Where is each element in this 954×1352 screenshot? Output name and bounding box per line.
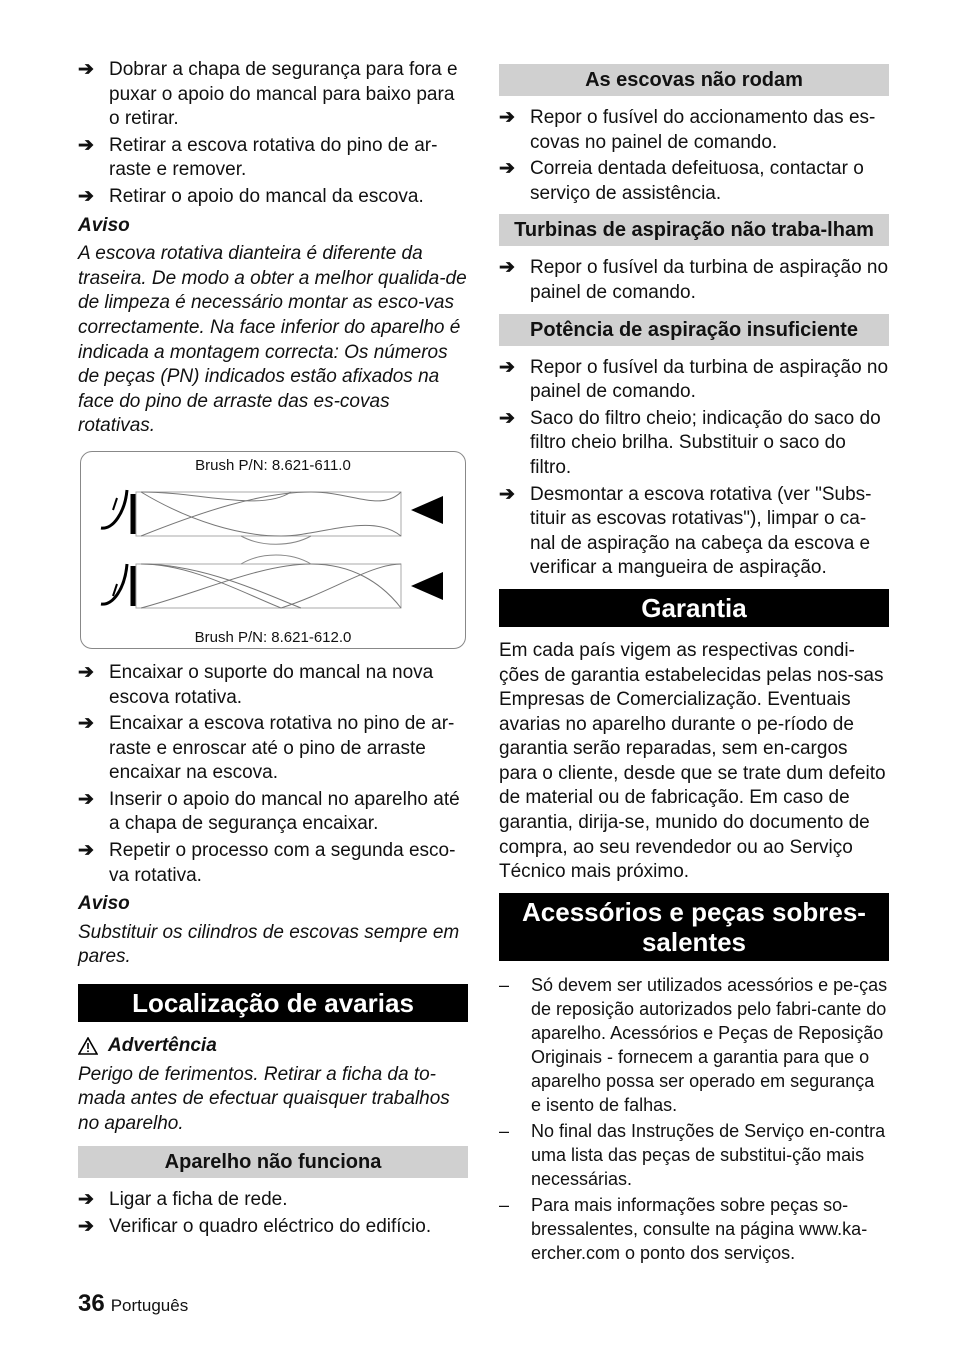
- arrow-right-icon: ➔: [499, 107, 515, 128]
- subsection-title: Turbinas de aspiração não traba-lham: [499, 214, 889, 246]
- brush-drawing: [81, 452, 465, 648]
- list-item: ➔ Repor o fusível da turbina de aspiração no painel de comando.: [499, 257, 889, 303]
- left-column: [78, 58, 468, 1242]
- arrow-left-icon: [411, 572, 443, 600]
- list-item: ➔ Encaixar o suporte do mancal na nova escova rotativa.: [78, 661, 434, 708]
- warranty-text: Em cada país vigem as respectivas condi-ções de garantia estabelecidas pelas nos-sas Empresas de Comercialização. Eventuais avarias no aparelho durante o pe-ríodo de garantia serão reparadas, sem en-cargos para o cliente, desde que se trate dum defeito de material ou de fabricação. Em caso de garantia, dirija-se, munido do documento de compra, ao seu revendedor ou ao Serviço Técnico mais próximo.: [499, 639, 886, 883]
- section-title-warranty: Garantia: [499, 589, 889, 627]
- list-item: ➔ Repetir o processo com a segunda esco-va rotativa.: [78, 840, 456, 886]
- list-item: ➔ Verificar o quadro eléctrico do edifício.: [78, 1215, 468, 1240]
- arrow-right-icon: ➔: [78, 713, 94, 735]
- arrow-right-icon: ➔: [78, 840, 94, 862]
- note-title: Aviso: [78, 214, 130, 236]
- note-title: Aviso: [78, 893, 130, 915]
- warning-triangle-icon: [78, 1037, 98, 1055]
- page-number: 36: [78, 1290, 105, 1317]
- note-text: Substituir os cilindros de escovas sempre em pares.: [78, 921, 460, 968]
- list-item: ➔ Encaixar a escova rotativa no pino de ar-raste e enroscar até o pino de arraste encaixar na escova.: [78, 713, 455, 784]
- brush-rear-shape: [101, 555, 401, 608]
- steps-install-brush: [78, 661, 468, 888]
- list-item: ➔ Repor o fusível do accionamento das es-covas no painel de comando.: [499, 107, 876, 153]
- warning-title: Advertência: [78, 1034, 468, 1059]
- arrow-right-icon: ➔: [499, 483, 515, 505]
- arrow-right-icon: ➔: [78, 134, 94, 156]
- list-item: – No final das Instruções de Serviço en-contra uma lista das peças de substitui-ção mais necessárias.: [499, 1120, 886, 1189]
- arrow-right-icon: ➔: [499, 407, 515, 429]
- arrow-right-icon: ➔: [78, 788, 94, 810]
- subsection-title: Aparelho não funciona: [78, 1146, 468, 1178]
- warning-text: Perigo de ferimentos. Retirar a ficha da to-mada antes de efectuar quaisquer trabalhos no aparelho.: [78, 1063, 450, 1134]
- steps-remove-brush: [78, 58, 468, 210]
- arrow-right-icon: ➔: [78, 1189, 94, 1211]
- list-item: ➔ Retirar a escova rotativa do pino de ar-raste e remover.: [78, 134, 438, 181]
- arrow-right-icon: ➔: [499, 356, 515, 378]
- list-item: – Só devem ser utilizados acessórios e pe-ças de reposição autorizados pelo fabri-cante do aparelho. Acessórios e Peças de Reposição Originais - fornecem a garantia para que o aparelho possa ser operado em segurança e isento de falhas.: [499, 974, 888, 1115]
- section-title-troubleshooting: Localização de avarias: [78, 984, 468, 1022]
- list-item: ➔ Saco do filtro cheio; indicação do saco do filtro cheio brilha. Substituir o saco do filtro.: [499, 407, 881, 478]
- subsection-title: Potência de aspiração insuficiente: [499, 314, 889, 346]
- brush-front-shape: [101, 490, 401, 544]
- section-title-accessories: Acessórios e peças sobres-salentes: [499, 893, 889, 961]
- list-item: ➔ Inserir o apoio do mancal no aparelho até a chapa de segurança encaixar.: [78, 788, 460, 835]
- right-column: [499, 64, 889, 1267]
- note-text: A escova rotativa dianteira é diferente da traseira. De modo a obter a melhor qualida-de de limpeza é necessário montar as esco-vas correctamente. Na face inferior do aparelho é indicada a montagem correcta: Os números de peças (PN) indicados estão afixados na face do pino de arraste das es-covas rotativas.: [78, 243, 467, 437]
- list-item: ➔ Dobrar a chapa de segurança para fora e puxar o apoio do mancal para baixo para o retirar.: [78, 59, 458, 130]
- arrow-right-icon: ➔: [78, 185, 94, 207]
- arrow-left-icon: [411, 496, 443, 524]
- arrow-right-icon: ➔: [78, 661, 94, 683]
- brush-label-bottom: Brush P/N: 8.621-612.0: [194, 628, 352, 646]
- list-item: ➔ Correia dentada defeituosa, contactar o serviço de assistência.: [499, 158, 864, 204]
- page-footer: [78, 1292, 188, 1319]
- list-item: – Para mais informações sobre peças so-bressalentes, consulte na página www.ka-ercher.com o ponto dos serviços.: [499, 1194, 868, 1263]
- arrow-right-icon: ➔: [499, 257, 515, 279]
- footer-language: Português: [110, 1296, 189, 1315]
- arrow-right-icon: ➔: [78, 1216, 94, 1237]
- list-item: ➔ Retirar o apoio do mancal da escova.: [78, 185, 468, 210]
- brush-label-top: Brush P/N: 8.621-611.0: [195, 456, 351, 474]
- arrow-right-icon: ➔: [78, 59, 94, 80]
- subsection-title: As escovas não rodam: [499, 64, 889, 96]
- list-item: ➔ Ligar a ficha de rede.: [78, 1188, 468, 1213]
- brush-diagram: [80, 451, 466, 649]
- list-item: ➔ Repor o fusível da turbina de aspiração no painel de comando.: [499, 356, 889, 403]
- list-item: ➔ Desmontar a escova rotativa (ver "Subs-tituir as escovas rotativas"), limpar o ca-nal de aspiração na cabeça da escova e verificar a mangueira de aspiração.: [499, 483, 872, 579]
- arrow-right-icon: ➔: [499, 158, 515, 180]
